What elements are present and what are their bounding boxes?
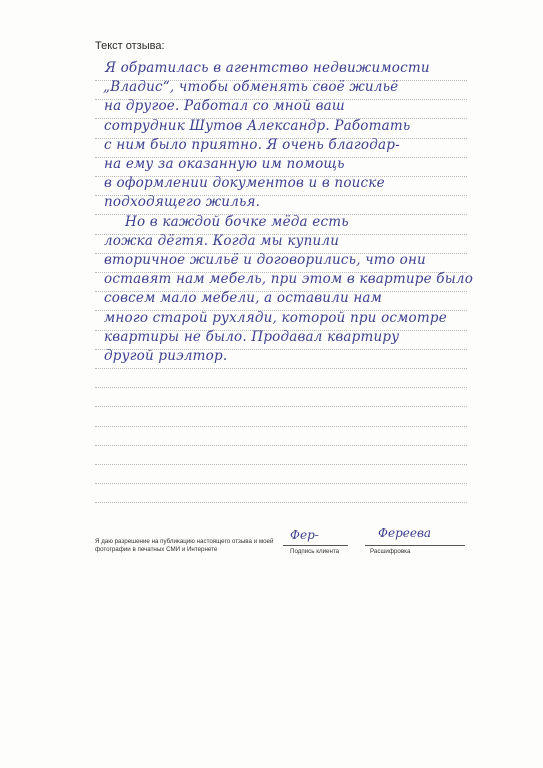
decode-line — [365, 545, 465, 546]
handwritten-line: „Владис“, чтобы обменять своё жильё — [103, 79, 399, 96]
handwritten-line: квартиры не было. Продавал квартиру — [104, 328, 400, 345]
handwritten-line: Но в каждой бочке мёда есть — [125, 213, 349, 230]
form-title: Текст отзыва: — [95, 40, 165, 52]
ruled-line — [95, 445, 467, 446]
decode-label: Расшифровка — [370, 548, 411, 555]
ruled-line — [95, 368, 467, 369]
handwritten-line: сотрудник Шутов Александр. Работать — [104, 117, 411, 134]
ruled-line — [95, 464, 467, 465]
ruled-line — [95, 387, 467, 388]
handwritten-line: много старой рухляди, которой при осмотре — [104, 309, 447, 326]
handwritten-line: на ему за оказанную им помощь — [104, 156, 345, 172]
handwritten-line: Я обратилась в агентство недвижимости — [105, 60, 430, 76]
signature-label: Подпись клиента — [290, 548, 340, 555]
handwritten-line: подходящего жилья. — [104, 194, 261, 211]
handwritten-line: на другое. Работал со мной ваш — [104, 98, 345, 115]
client-signature: Фер- — [290, 528, 319, 542]
handwritten-line: ложка дёгтя. Когда мы купили — [104, 232, 340, 249]
ruled-lines — [95, 0, 467, 768]
signature-line — [283, 545, 348, 546]
handwritten-line: совсем мало мебели, а оставили нам — [104, 290, 383, 307]
ruled-line — [95, 426, 467, 427]
handwritten-line: оставят нам мебель, при этом в квартире было — [104, 271, 474, 288]
ruled-line — [95, 483, 467, 484]
handwritten-line: в оформлении документов и в поиске — [104, 175, 385, 192]
ruled-line — [95, 406, 467, 407]
decoded-name: Фереева — [378, 526, 432, 540]
handwritten-line: с ним было приятно. Я очень благодар- — [104, 136, 400, 153]
consent-text: Я даю разрешение на публикацию настоящего отзыва и моей фотографии в печатных СМИ и Интернете — [95, 538, 274, 553]
handwritten-line: другой риэлтор. — [104, 348, 228, 364]
handwritten-line: вторичное жильё и договорились, что они — [104, 252, 426, 268]
ruled-line — [95, 502, 467, 503]
